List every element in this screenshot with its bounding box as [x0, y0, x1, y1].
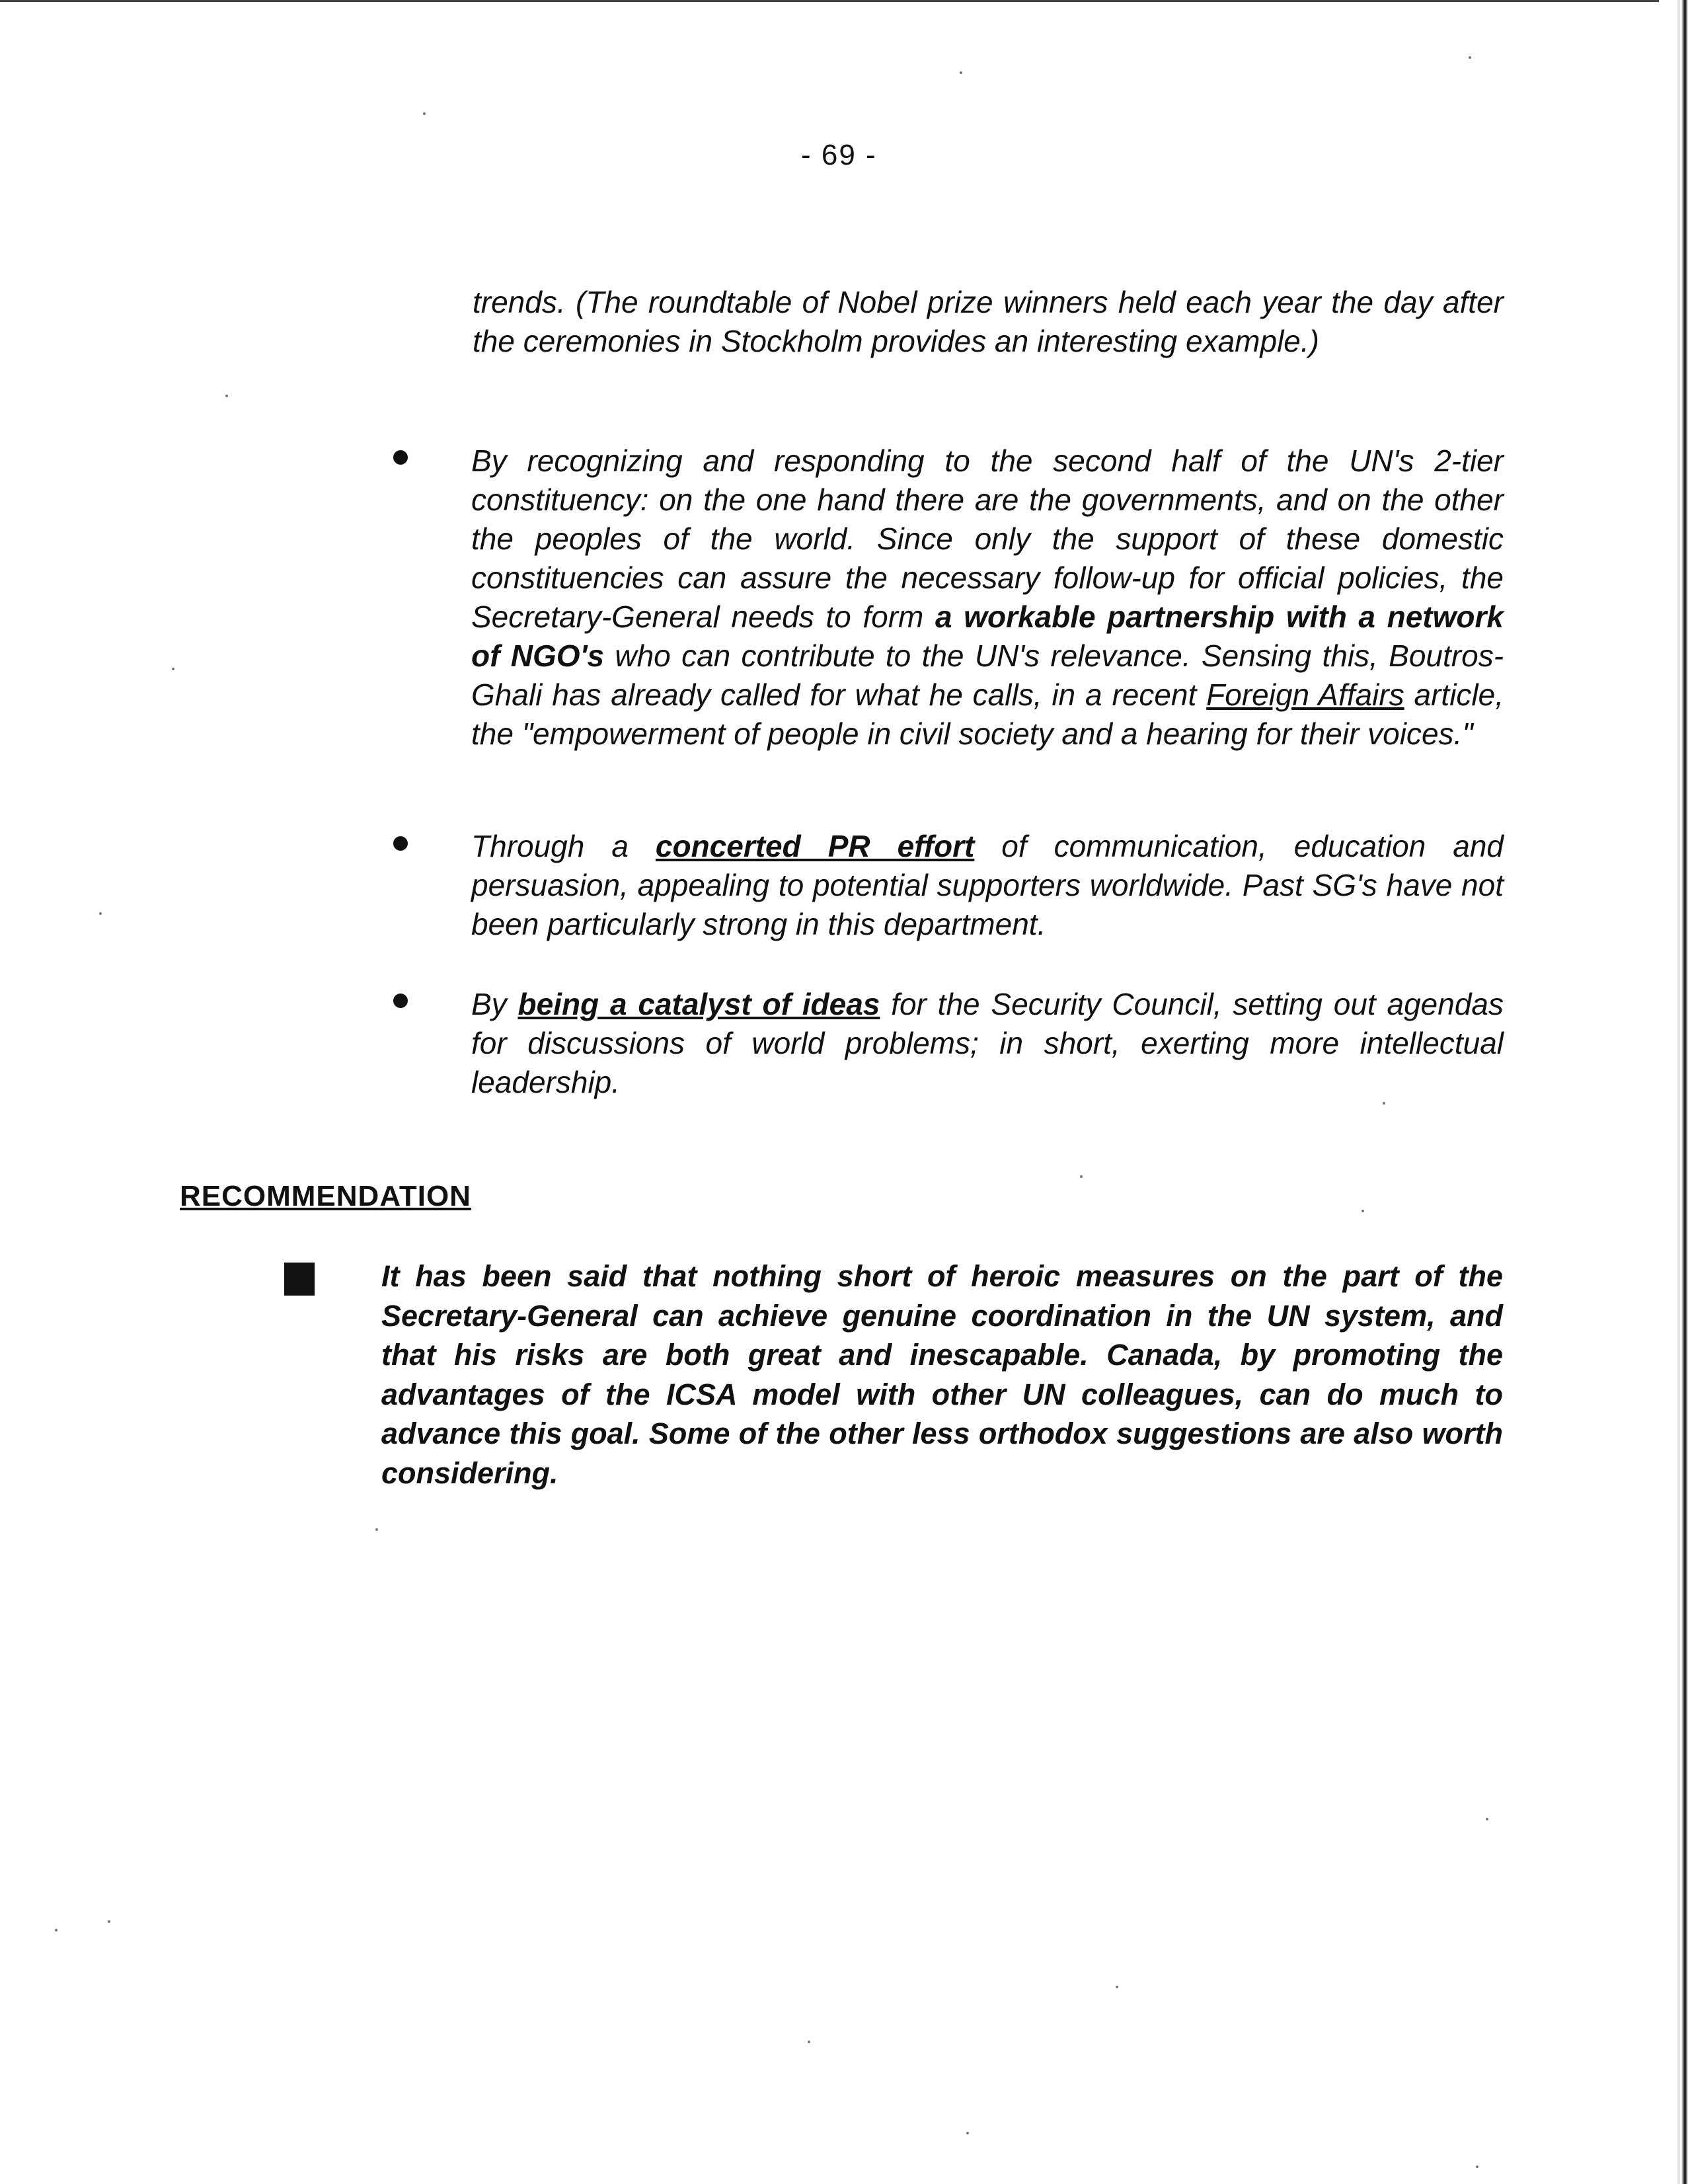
continued-paragraph [473, 283, 1504, 361]
publication-title: Foreign Affairs [1206, 678, 1404, 712]
scan-speck [108, 1920, 110, 1923]
page-top-edge [0, 0, 1659, 2]
scan-speck [960, 71, 962, 74]
recommendation-paragraph [381, 1257, 1503, 1493]
scan-speck [1486, 1818, 1488, 1820]
bullet-emphasis: being a catalyst of ideas [518, 987, 880, 1021]
page-right-shadow [1677, 0, 1680, 2184]
square-bullet-icon [284, 1263, 315, 1296]
bullet-icon [393, 450, 408, 465]
scan-speck [423, 112, 426, 115]
scan-speck [1469, 56, 1471, 59]
bullet-item-ngo-partnership [471, 442, 1504, 754]
bullet-text: By recognizing and responding to the second half of the UN's 2-tier constituency: on the one hand there are the governments, and on the other the peoples of the world. Since only the support of these domestic constituencies can assure the necessary follow-up for official policies, the Secretary-General needs to form [471, 444, 1504, 634]
scan-speck [966, 2132, 969, 2134]
bullet-item-pr-effort [471, 827, 1504, 944]
scan-speck [375, 1528, 378, 1531]
continued-paragraph-text: trends. (The roundtable of Nobel prize winners held each year the day after the ceremonies in Stockholm provides an interesting example.) [473, 285, 1504, 358]
bullet-icon [393, 836, 408, 851]
scan-speck [808, 2041, 810, 2043]
bullet-emphasis: concerted PR effort [655, 829, 975, 863]
scan-speck [99, 912, 102, 915]
bullet-icon [393, 994, 408, 1008]
bullet-text: Through a [471, 829, 656, 863]
bullet-item-catalyst [471, 985, 1504, 1102]
page-number: - 69 - [801, 139, 877, 171]
recommendation-text: It has been said that nothing short of heroic measures on the part of the Secretary-General can achieve genuine coordination in the UN system, and that his risks are both great and inescapable. Canada, by promoting the advantages of the ICSA model with other UN colleagues, can do much to advance this goal. Some of the other less orthodox suggestions are also worth considering. [381, 1259, 1503, 1490]
scan-speck [1116, 1986, 1118, 1988]
bullet-text: of communication, education and persuasion, appealing to potential supporters worldwide. Past SG's have not been particularly strong in this department. [471, 829, 1504, 941]
bullet-text: article, the "empowerment of people in civil society and a hearing for their voices." [471, 678, 1504, 751]
scan-speck [225, 395, 228, 397]
bullet-text: for the Security Council, setting out agendas for discussions of world problems; in short, exerting more intellectual leadership. [471, 987, 1504, 1099]
scan-speck [55, 1929, 58, 1931]
bullet-text: By [471, 987, 518, 1021]
bullet-emphasis: a workable partnership with a network of NGO's [471, 600, 1504, 673]
scan-speck [1362, 1210, 1364, 1212]
scan-speck [1476, 2165, 1478, 2168]
scan-speck [1080, 1175, 1083, 1178]
scan-speck [1383, 1102, 1385, 1105]
recommendation-heading: RECOMMENDATION [180, 1180, 471, 1212]
scan-speck [172, 668, 174, 670]
page-right-edge [1681, 0, 1688, 2184]
bullet-text: who can contribute to the UN's relevance. Sensing this, Boutros-Ghali has already called for what he calls, in a recent [471, 639, 1504, 712]
